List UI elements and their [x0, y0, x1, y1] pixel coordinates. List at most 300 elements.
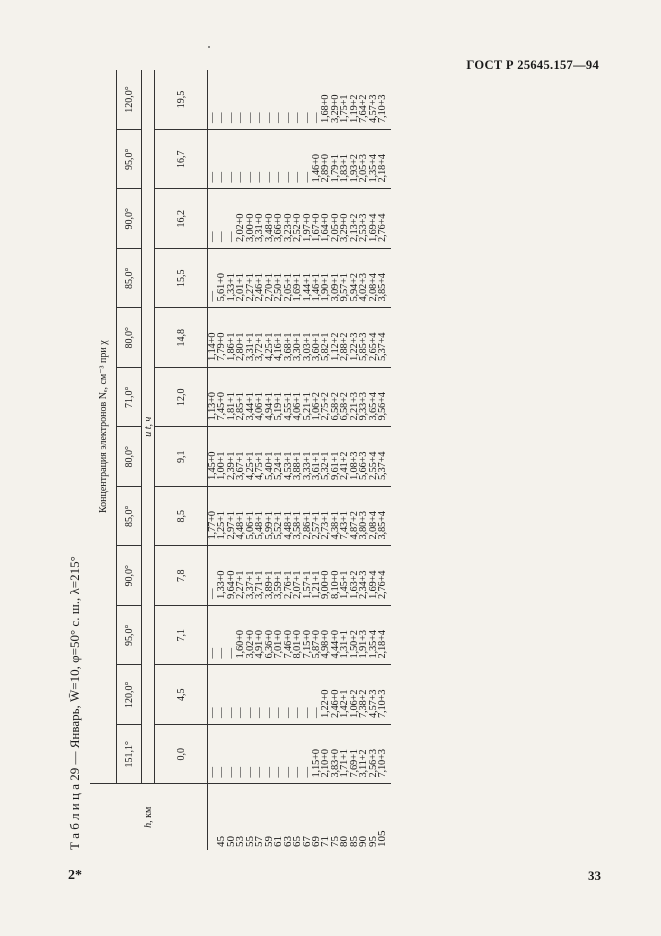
table-cell: 3,31+0 [254, 213, 266, 242]
table-cell: 6,58+2 [339, 392, 351, 421]
table-cell: — [216, 231, 228, 242]
table-cell: 2,55+4 [367, 451, 379, 480]
table-cell: 2,76+1 [282, 570, 294, 599]
value-column [208, 368, 391, 428]
table-cell: 1,69+4 [367, 213, 379, 242]
table-cell: 1,77+0 [207, 511, 218, 540]
table-cell: 4,25+1 [263, 332, 275, 361]
table-cell: 4,57+3 [367, 94, 379, 123]
table-cell: 2,97+1 [225, 511, 237, 540]
table-cell: 5,52+1 [273, 511, 285, 540]
table-cell: — [235, 707, 247, 718]
table-cell: 1,57+1 [301, 570, 313, 599]
table-cell: 7,79+0 [216, 332, 228, 361]
table-cell: 2,85+1 [235, 392, 247, 421]
table-cell: — [254, 767, 266, 778]
table-cell: 1,46+1 [310, 273, 322, 302]
table-cell: 8,01+0 [292, 630, 304, 659]
table-cell: — [244, 172, 256, 183]
height-value: 95 [366, 836, 379, 847]
chi-header: 95,0° [117, 130, 142, 190]
table-cell: — [254, 112, 266, 123]
table-cell: 5,66+3 [358, 451, 370, 480]
chi-header: 80,0° [117, 427, 142, 487]
value-column [208, 130, 391, 190]
table-cell: — [310, 707, 322, 718]
table-cell: 2,21+3 [348, 392, 360, 421]
table-cell: 5,94+2 [348, 273, 360, 302]
table-cell: 2,41+2 [339, 451, 351, 480]
table-cell: 2,57+1 [310, 511, 322, 540]
table-cell: — [301, 707, 313, 718]
table-cell: 2,65+4 [367, 332, 379, 361]
table-cell: 7,10+3 [377, 689, 389, 718]
table-cell: 4,91+0 [254, 630, 266, 659]
table-cell: 4,02+3 [358, 273, 370, 302]
time-header: 15,5 [155, 249, 208, 309]
table-cell: 1,22+3 [348, 332, 360, 361]
table-cell: — [225, 707, 237, 718]
table-cell: — [273, 112, 285, 123]
table-cell: 1,06+2 [348, 689, 360, 718]
table-cell: — [292, 172, 304, 183]
table-cell: 5,24+1 [273, 451, 285, 480]
table-cell: 6,58+2 [329, 392, 341, 421]
table-cell: 2,76+4 [377, 213, 389, 242]
table-cell: 5,99+1 [263, 511, 275, 540]
table-cell: 1,21+1 [310, 570, 322, 599]
table-cell: 2,86+1 [301, 511, 313, 540]
table-cell: 1,19+2 [348, 94, 360, 123]
value-list [208, 547, 391, 606]
table-cell: 7,43+1 [339, 511, 351, 540]
table-cell: 1,79+1 [329, 154, 341, 183]
table-cell: 1,93+2 [348, 154, 360, 183]
table-cell: 3,66+0 [273, 213, 285, 242]
table-cell: 4,44+0 [329, 630, 341, 659]
table-cell: — [282, 767, 294, 778]
data-body-row [208, 70, 391, 850]
table-cell: 2,10+0 [320, 749, 332, 778]
table-cell: — [225, 231, 237, 242]
height-column-header: h, км [90, 784, 208, 850]
height-values-column [208, 784, 391, 850]
table-cell: 1,08+3 [348, 451, 360, 480]
table-cell: — [235, 172, 247, 183]
height-value: 90 [357, 836, 370, 847]
time-header-row [155, 70, 208, 850]
rotated-table-block [62, 70, 494, 850]
table-cell: — [292, 112, 304, 123]
table-cell: — [216, 112, 228, 123]
table-cell: 5,37+4 [377, 451, 389, 480]
table-cell: 2,08+4 [367, 273, 379, 302]
table-cell: — [216, 648, 228, 659]
time-header: и t, ч [142, 70, 155, 784]
table-cell: — [207, 231, 218, 242]
height-value: 71 [319, 836, 332, 847]
table-cell: 2,75+2 [320, 392, 332, 421]
table-cell: — [310, 112, 322, 123]
table-cell: — [216, 707, 228, 718]
table-cell: 1,45+0 [207, 451, 218, 480]
table-cell: 3,85+4 [377, 511, 389, 540]
chi-header: 90,0° [117, 546, 142, 606]
table-cell: 3,44+1 [244, 392, 256, 421]
value-list [208, 428, 391, 487]
group-header: Концентрация электронов Nₑ, см⁻³ при χ [90, 70, 117, 784]
time-header: 16,7 [155, 130, 208, 190]
table-cell: — [273, 707, 285, 718]
table-cell: 3,09+1 [329, 273, 341, 302]
value-list [208, 666, 391, 725]
table-cell: 2,70+1 [263, 273, 275, 302]
table-cell: — [254, 172, 266, 183]
height-value: 105 [376, 830, 389, 847]
table-cell: 5,61+0 [216, 273, 228, 302]
height-list [217, 785, 390, 851]
table-cell: 2,18+4 [377, 630, 389, 659]
table-cell: — [301, 767, 313, 778]
table-cell: 1,71+1 [339, 749, 351, 778]
table-cell: 5,06+1 [244, 511, 256, 540]
height-value: 63 [281, 836, 294, 847]
height-value: 75 [328, 836, 341, 847]
table-cell: — [263, 172, 275, 183]
value-list [208, 70, 391, 129]
height-value: 57 [253, 836, 266, 847]
table-cell: 5,87+0 [310, 630, 322, 659]
chi-header: 95,0° [117, 606, 142, 666]
table-cell: — [244, 112, 256, 123]
table-cell: 5,37+4 [377, 332, 389, 361]
table-cell: 4,55+1 [282, 392, 294, 421]
table-cell: 3,02+0 [244, 630, 256, 659]
table-cell: — [263, 767, 275, 778]
table-cell: 1,45+1 [339, 570, 351, 599]
table-cell: — [207, 588, 218, 599]
table-cell: 3,65+4 [367, 392, 379, 421]
table-cell: 2,39+1 [225, 451, 237, 480]
table-cell: 4,48+1 [282, 511, 294, 540]
table-cell: 2,88+2 [339, 332, 351, 361]
table-cell: 7,01+0 [273, 630, 285, 659]
table-cell: 2,07+1 [292, 570, 304, 599]
table-cell: 1,00+1 [216, 451, 228, 480]
chi-header: 151,1° [117, 725, 142, 785]
table-cell: 7,38+2 [358, 689, 370, 718]
chi-header: 120,0° [117, 70, 142, 130]
table-cell: — [282, 172, 294, 183]
table-cell: — [235, 112, 247, 123]
table-cell: 1,44+1 [301, 273, 313, 302]
value-list [208, 190, 391, 249]
table-cell: — [282, 707, 294, 718]
height-value: 67 [300, 836, 313, 847]
table-cell: 9,64+0 [225, 570, 237, 599]
table-cell: 7,45+0 [216, 392, 228, 421]
table-cell: — [225, 112, 237, 123]
table-cell: 9,61+1 [329, 451, 341, 480]
table-cell: 7,64+2 [358, 94, 370, 123]
value-list [208, 487, 391, 546]
table-cell: 3,11+2 [358, 749, 370, 778]
table-cell: 1,83+1 [339, 154, 351, 183]
value-column [208, 487, 391, 547]
table-cell: 3,23+0 [282, 213, 294, 242]
chi-header: 120,0° [117, 665, 142, 725]
value-column [208, 189, 391, 249]
table-cell: 1,33+1 [225, 273, 237, 302]
table-cell: 2,56+3 [367, 749, 379, 778]
table-cell: 2,80+1 [235, 332, 247, 361]
chi-header: 85,0° [117, 487, 142, 547]
document-code: ГОСТ Р 25645.157—94 [466, 58, 599, 72]
table-cell: 4,06+1 [254, 392, 266, 421]
table-cell: 2,05+0 [329, 213, 341, 242]
table-cell: — [244, 767, 256, 778]
table-cell: 7,15+0 [301, 630, 313, 659]
time-header: 12,0 [155, 368, 208, 428]
table-cell: 2,89+0 [320, 154, 332, 183]
table-cell: 1,81+1 [225, 392, 237, 421]
table-cell: 3,29+0 [339, 213, 351, 242]
table-cell: 1,14+0 [207, 332, 218, 361]
table-cell: 2,46+1 [254, 273, 266, 302]
height-value: 50 [224, 836, 237, 847]
time-header: 0,0 [155, 725, 208, 785]
table-cell: 9,00+0 [320, 570, 332, 599]
time-header: 7,8 [155, 546, 208, 606]
table-cell: 3,85+4 [377, 273, 389, 302]
value-list [208, 130, 391, 189]
table-cell: 3,89+1 [263, 570, 275, 599]
table-cell: 4,57+3 [367, 689, 379, 718]
table-cell: 8,10+0 [329, 570, 341, 599]
height-value: 65 [291, 836, 304, 847]
table-cell: 6,36+0 [263, 630, 275, 659]
height-value: 85 [347, 836, 360, 847]
table-cell: 4,53+1 [282, 451, 294, 480]
table-cell: 1,42+1 [339, 689, 351, 718]
table-cell: 3,29+0 [329, 94, 341, 123]
table-cell: 1,90+1 [320, 273, 332, 302]
time-header: 4,5 [155, 665, 208, 725]
height-value: 55 [243, 836, 256, 847]
table-cell: 2,52+0 [292, 213, 304, 242]
table-cell: 3,33+1 [301, 451, 313, 480]
value-column [208, 725, 391, 785]
table-cell: 3,48+0 [263, 213, 275, 242]
time-header: 19,5 [155, 70, 208, 130]
height-value: 45 [215, 836, 228, 847]
table-cell: 1,69+4 [367, 570, 379, 599]
time-header: 7,1 [155, 606, 208, 666]
table-cell: 9,33+3 [358, 392, 370, 421]
table-cell: 2,05+1 [282, 273, 294, 302]
table-cell: 9,57+1 [339, 273, 351, 302]
table-cell: 3,58+1 [292, 511, 304, 540]
value-column [208, 546, 391, 606]
time-header: 14,8 [155, 308, 208, 368]
table-cell: — [273, 172, 285, 183]
table-cell: 5,19+1 [273, 392, 285, 421]
table-cell: 2,73+1 [320, 511, 332, 540]
table-cell: 3,67+1 [235, 451, 247, 480]
table-cell: — [263, 112, 275, 123]
table-cell: — [263, 707, 275, 718]
table-cell: 5,82+1 [320, 332, 332, 361]
table-cell: 3,37+1 [244, 570, 256, 599]
chi-header-row [117, 70, 142, 850]
table-cell: 4,87+2 [348, 511, 360, 540]
page-number: 33 [588, 868, 601, 883]
table-cell: 1,13+0 [207, 392, 218, 421]
table-cell: — [292, 707, 304, 718]
table-cell: — [273, 767, 285, 778]
table-cell: 1,75+1 [339, 94, 351, 123]
height-value: 69 [309, 836, 322, 847]
table-cell: — [216, 767, 228, 778]
table-cell: 4,48+1 [235, 511, 247, 540]
table-cell: 2,46+0 [329, 689, 341, 718]
table-cell: 2,27+1 [235, 570, 247, 599]
table-cell: 1,63+2 [348, 570, 360, 599]
table-cell: 1,50+2 [348, 630, 360, 659]
table-cell: 1,25+1 [216, 511, 228, 540]
table-cell: 5,48+1 [254, 511, 266, 540]
value-list [208, 725, 391, 784]
table-cell: 7,10+3 [377, 94, 389, 123]
table-cell: 4,38+1 [329, 511, 341, 540]
value-list [208, 606, 391, 665]
table-cell: — [207, 172, 218, 183]
table-caption: Т а б л и ц а 29 — Январь, W̄=10, φ=50° с. ш., λ=215° [67, 556, 82, 850]
height-value: 61 [272, 836, 285, 847]
chi-header: 85,0° [117, 249, 142, 309]
table-cell: 1,35+4 [367, 154, 379, 183]
table-cell: 3,00+0 [244, 213, 256, 242]
table-cell: 1,68+0 [320, 94, 332, 123]
height-value: 80 [338, 836, 351, 847]
table-cell: 1,06+2 [310, 392, 322, 421]
table-cell: 4,98+0 [320, 630, 332, 659]
table-cell: 1,31+1 [339, 630, 351, 659]
table-cell: 2,13+2 [348, 213, 360, 242]
value-column [208, 606, 391, 666]
table-cell: 1,91+3 [358, 630, 370, 659]
table-cell: 9,56+4 [377, 392, 389, 421]
table-cell: 1,46+0 [310, 154, 322, 183]
table-cell: 1,35+4 [367, 630, 379, 659]
table-cell: — [225, 172, 237, 183]
chi-header: 80,0° [117, 308, 142, 368]
table-cell: 3,68+1 [282, 332, 294, 361]
chi-header: 90,0° [117, 189, 142, 249]
table-cell: 3,60+1 [310, 332, 322, 361]
table-cell: — [244, 707, 256, 718]
table-cell: 1,12+2 [329, 332, 341, 361]
table-cell: 1,33+0 [216, 570, 228, 599]
table-cell: 4,94+1 [263, 392, 275, 421]
time-header: 9,1 [155, 427, 208, 487]
table-cell: 4,75+1 [254, 451, 266, 480]
table-cell: 2,27+1 [244, 273, 256, 302]
table-cell: 1,60+0 [235, 630, 247, 659]
value-list [208, 309, 391, 368]
value-column [208, 70, 391, 130]
height-value: 53 [234, 836, 247, 847]
value-column [208, 665, 391, 725]
table-cell: 5,21+1 [301, 392, 313, 421]
table-cell: 3,71+1 [254, 570, 266, 599]
table-cell: 1,22+0 [320, 689, 332, 718]
table-cell: — [292, 767, 304, 778]
table-cell: 3,88+1 [292, 451, 304, 480]
time-header: 16,2 [155, 189, 208, 249]
speck [208, 46, 210, 48]
chi-header: 71,0° [117, 368, 142, 428]
table-cell: 1,86+1 [225, 332, 237, 361]
table-cell: — [301, 112, 313, 123]
table-cell: 5,85+3 [358, 332, 370, 361]
table-cell: — [282, 112, 294, 123]
table-cell: 2,02+0 [235, 213, 247, 242]
table-cell: — [235, 767, 247, 778]
signature-mark: 2* [68, 868, 82, 883]
table-cell: 2,53+3 [358, 213, 370, 242]
value-column [208, 427, 391, 487]
table-cell: — [207, 291, 218, 302]
table-cell: 3,03+1 [301, 332, 313, 361]
table-cell: 3,31+1 [244, 332, 256, 361]
table-cell: 4,16+1 [273, 332, 285, 361]
electron-concentration-table [90, 70, 391, 850]
table-cell: — [225, 648, 237, 659]
value-column [208, 308, 391, 368]
height-value: 59 [262, 836, 275, 847]
value-list [208, 249, 391, 308]
table-cell: — [207, 648, 218, 659]
table-cell: 7,69+1 [348, 749, 360, 778]
table-cell: 2,08+4 [367, 511, 379, 540]
table-cell: 3,30+1 [292, 332, 304, 361]
table-cell: 5,32+1 [320, 451, 332, 480]
table-cell: 1,67+0 [310, 213, 322, 242]
table-cell: — [216, 172, 228, 183]
table-cell: 3,61+1 [310, 451, 322, 480]
table-cell: 4,06+1 [292, 392, 304, 421]
table-cell: 1,69+1 [292, 273, 304, 302]
table-cell: 2,18+4 [377, 154, 389, 183]
table-cell: 2,05+3 [358, 154, 370, 183]
table-cell: 2,76+4 [377, 570, 389, 599]
time-header: 8,5 [155, 487, 208, 547]
table-cell: — [207, 707, 218, 718]
table-cell: 7,46+0 [282, 630, 294, 659]
table-cell: — [254, 707, 266, 718]
table-cell: — [301, 172, 313, 183]
table-cell: 3,72+1 [254, 332, 266, 361]
value-column [208, 249, 391, 309]
table-cell: 1,97+0 [301, 213, 313, 242]
table-cell: 3,83+0 [329, 749, 341, 778]
table-cell: 7,10+3 [377, 749, 389, 778]
table-cell: 1,15+0 [310, 749, 322, 778]
table-cell: 1,64+0 [320, 213, 332, 242]
table-cell: 2,34+3 [358, 570, 370, 599]
table-cell: 4,25+1 [244, 451, 256, 480]
